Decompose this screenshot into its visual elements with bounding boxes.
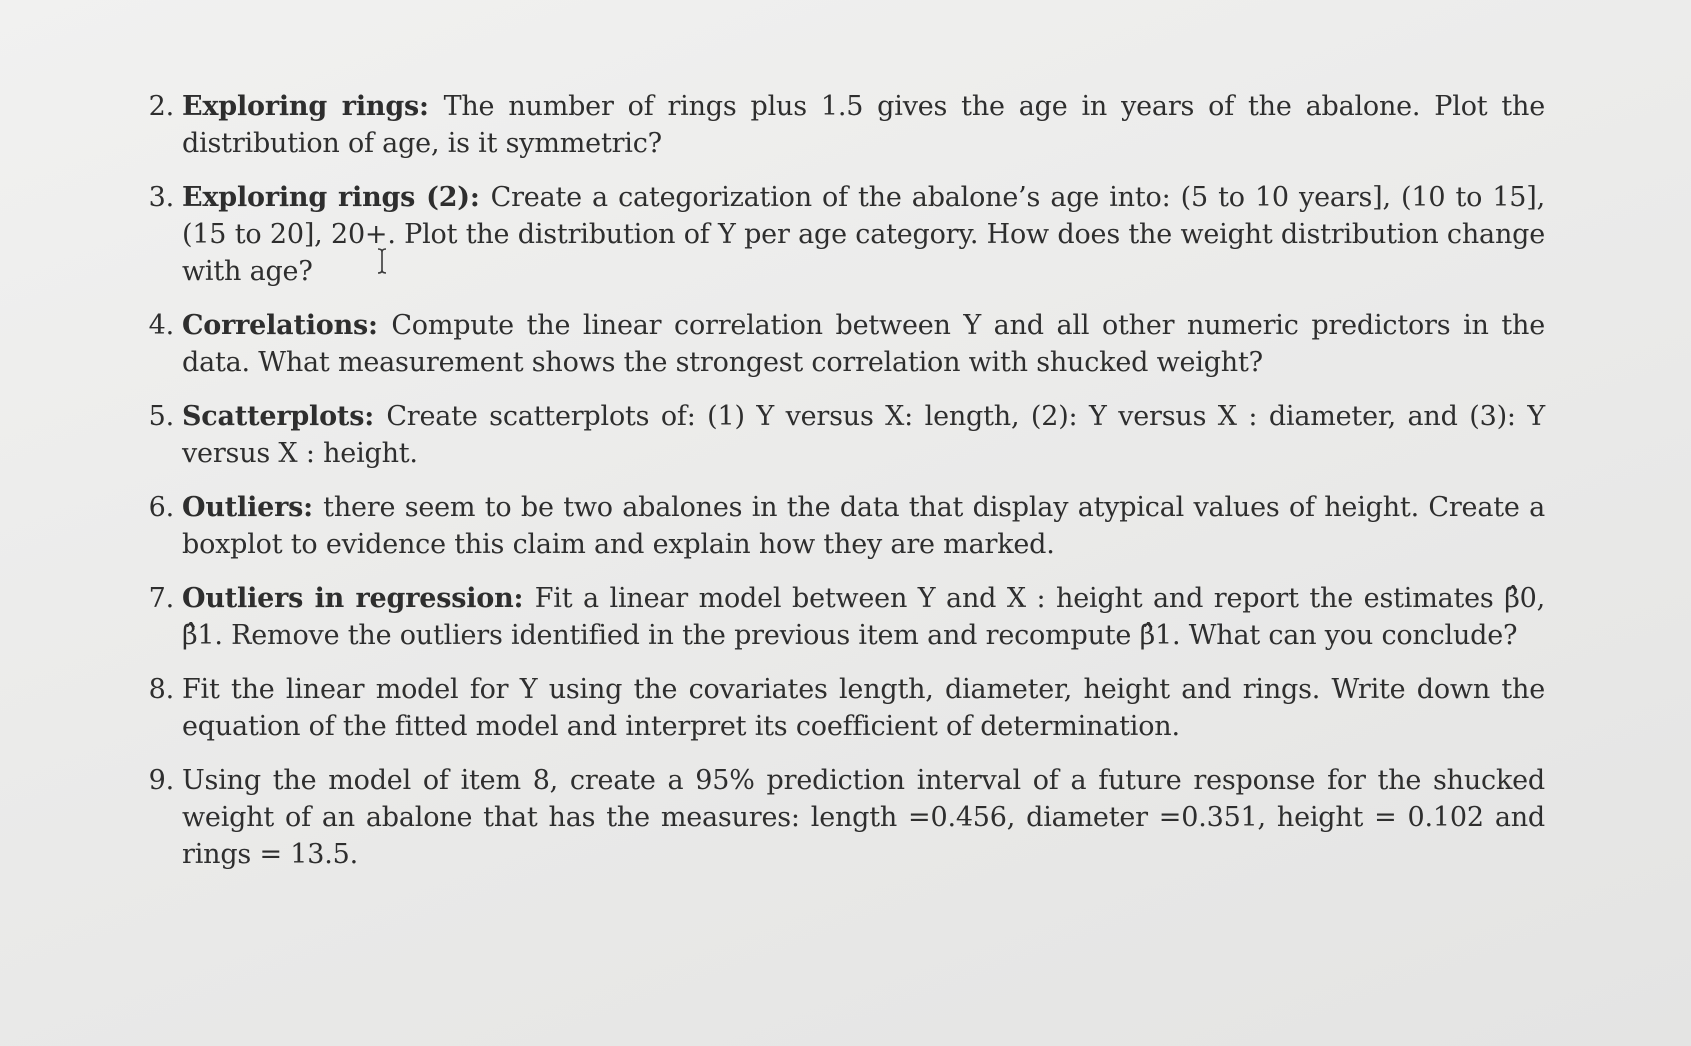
list-item — [130, 88, 1545, 162]
list-item — [130, 307, 1545, 381]
item-text: Create a categorization of the abalone’s age into: (5 to 10 years], (10 to 15], (15 to 20], 20+. Plot the distribution of Y per age category. How does the weight distribution change with age? — [182, 182, 1545, 287]
list-item — [130, 580, 1545, 654]
item-title: Outliers in regression: — [182, 583, 535, 614]
item-title: Exploring rings: — [182, 91, 444, 122]
list-item — [130, 398, 1545, 472]
item-number: 9. — [148, 765, 174, 796]
item-number: 3. — [148, 182, 174, 213]
item-text: Compute the linear correlation between Y and all other numeric predictors in the data. What measurement shows the strongest correlation with shucked weight? — [182, 310, 1545, 378]
exercise-list — [130, 88, 1545, 890]
list-item — [130, 762, 1545, 873]
item-number: 6. — [148, 492, 174, 523]
item-text: Fit the linear model for Y using the covariates length, diameter, height and rings. Write down the equation of the fitted model and interpret its coefficient of determination. — [182, 674, 1545, 742]
item-text: Create scatterplots of: (1) Y versus X: length, (2): Y versus X : diameter, and (3): Y versus X : height. — [182, 401, 1545, 469]
item-text: Fit a linear model between Y and X : height and report the estimates β̂0, β̂1. Remove the outliers identified in the previous item and recompute β̂1. What can you conclude? — [182, 583, 1545, 651]
list-item — [130, 489, 1545, 563]
item-title: Exploring rings (2): — [182, 182, 491, 213]
text-cursor-icon — [375, 247, 389, 275]
list-item — [130, 179, 1545, 290]
item-number: 8. — [148, 674, 174, 705]
item-number: 7. — [148, 583, 174, 614]
item-number: 2. — [148, 91, 174, 122]
item-number: 5. — [148, 401, 174, 432]
item-text: Using the model of item 8, create a 95% prediction interval of a future response for the shucked weight of an abalone that has the measures: length =0.456, diameter =0.351, height = 0.102 and rings = 13.5. — [182, 765, 1545, 870]
list-item — [130, 671, 1545, 745]
item-title: Correlations: — [182, 310, 392, 341]
item-text: The number of rings plus 1.5 gives the age in years of the abalone. Plot the distribution of age, is it symmetric? — [182, 91, 1545, 159]
item-title: Outliers: — [182, 492, 324, 523]
item-text: there seem to be two abalones in the data that display atypical values of height. Create a boxplot to evidence this claim and explain how they are marked. — [182, 492, 1545, 560]
item-number: 4. — [148, 310, 174, 341]
item-title: Scatterplots: — [182, 401, 387, 432]
